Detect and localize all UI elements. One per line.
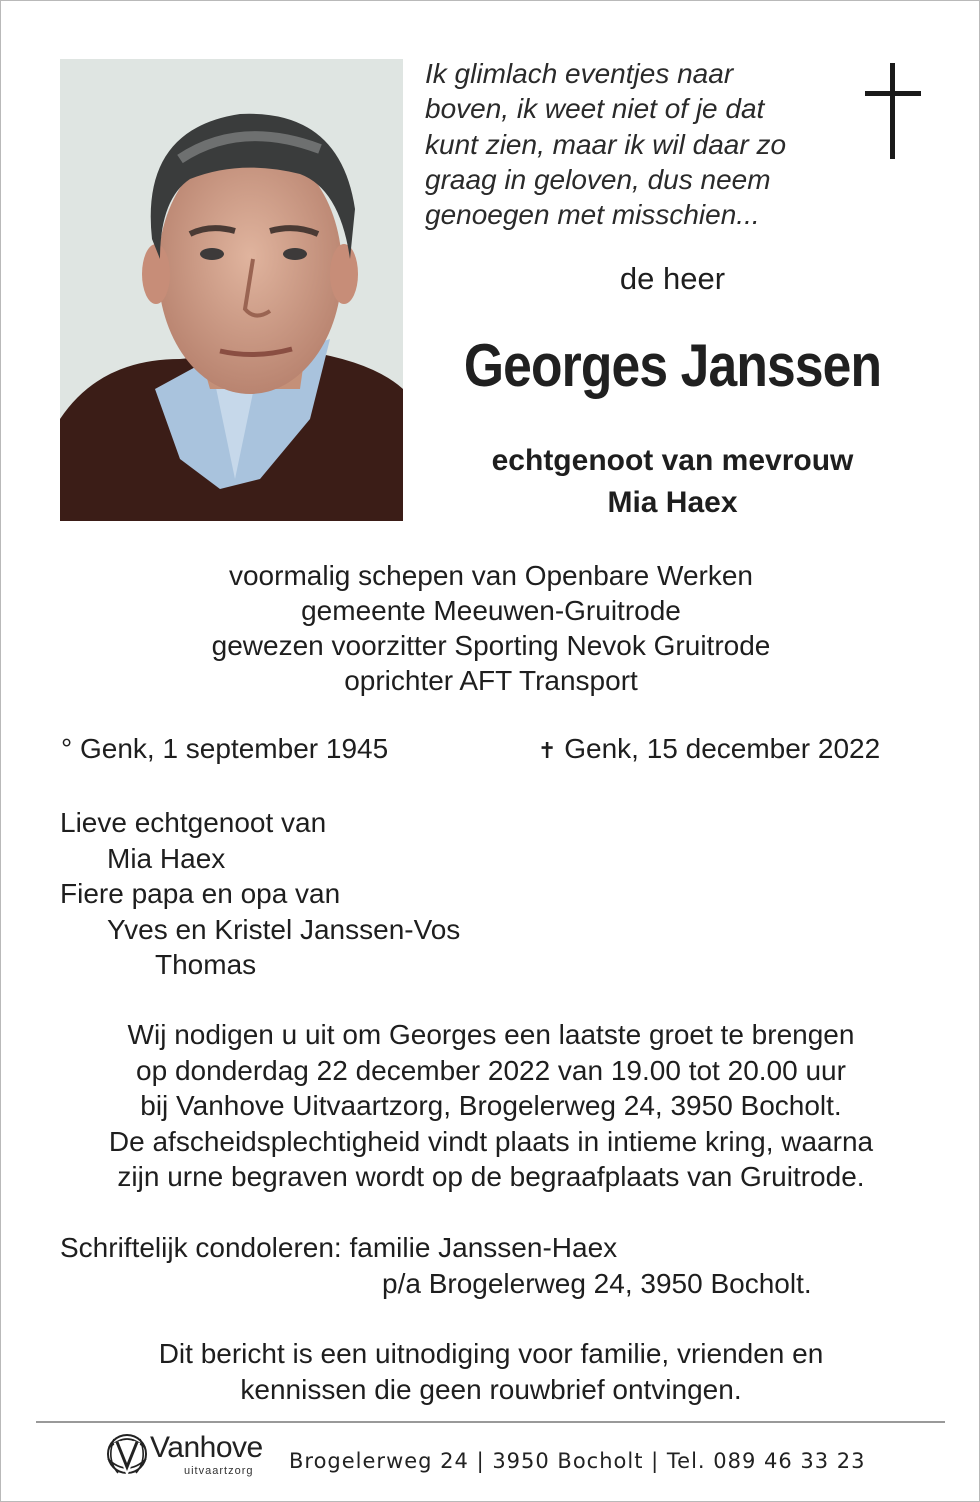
notice-line: kennissen die geen rouwbrief ontvingen.: [240, 1373, 742, 1405]
birth-date: ° Genk, 1 september 1945: [61, 733, 389, 764]
spouse-block: [425, 440, 920, 524]
poem-line: boven, ik weet niet of je dat: [425, 93, 765, 125]
logo-name: Vanhove: [150, 1431, 263, 1464]
logo-subtitle: uitvaartzorg: [184, 1465, 254, 1477]
notice-line: Dit bericht is een uitnodiging voor familie, vrienden en: [158, 1338, 824, 1369]
condolence-address: [60, 1230, 812, 1301]
cross-icon: [865, 63, 921, 159]
death-cross-icon: ✝: [538, 738, 557, 763]
roles-list: [1, 558, 980, 698]
poem-line: graag in geloven, dus neem: [425, 163, 771, 195]
family-list: [60, 805, 460, 983]
invitation-line: De afscheidsplechtigheid vindt plaats in intieme kring, waarna: [108, 1125, 874, 1157]
deceased-name: Georges Janssen: [463, 332, 882, 399]
family-line: Lieve echtgenoot van: [60, 807, 327, 838]
poem-line: Ik glimlach eventjes naar: [425, 58, 734, 89]
condolence-line: Schriftelijk condoleren: familie Janssen-Haex: [60, 1232, 618, 1263]
poem-line: kunt zien, maar ik wil daar zo: [425, 128, 787, 160]
family-line: Mia Haex: [107, 842, 226, 874]
spouse-name: Mia Haex: [607, 486, 738, 519]
poem-line: genoegen met misschien...: [425, 199, 760, 231]
invitation-line: op donderdag 22 december 2022 van 19.00 tot 20.00 uur: [136, 1054, 846, 1086]
invitation-text: [1, 1017, 980, 1195]
footer-address: Brogelerweg 24 | 3950 Bocholt | Tel. 089 46 33 23: [289, 1449, 866, 1473]
role-line: gemeente Meeuwen-Gruitrode: [301, 595, 681, 626]
vanhove-logo-icon: [104, 1429, 150, 1479]
spouse-line: echtgenoot van mevrouw: [491, 444, 854, 477]
role-line: gewezen voorzitter Sporting Nevok Gruitrode: [211, 630, 771, 661]
vanhove-logo: [104, 1429, 284, 1481]
footer-divider: [36, 1421, 945, 1423]
poem: [425, 56, 845, 232]
death-date: Genk, 15 december 2022: [564, 733, 881, 764]
role-line: oprichter AFT Transport: [344, 665, 638, 696]
notice-text: [1, 1336, 980, 1407]
name-prefix: de heer: [619, 261, 726, 296]
family-line: Thomas: [155, 949, 257, 980]
family-line: Fiere papa en opa van: [60, 878, 341, 909]
portrait-photo: [60, 59, 403, 521]
invitation-line: Wij nodigen u uit om Georges een laatste groet te brengen: [127, 1019, 855, 1050]
invitation-line: bij Vanhove Uitvaartzorg, Brogelerweg 24, 3950 Bocholt.: [140, 1090, 842, 1121]
invitation-line: zijn urne begraven wordt op de begraafplaats van Gruitrode.: [117, 1161, 865, 1192]
family-line: Yves en Kristel Janssen-Vos: [107, 913, 461, 945]
role-line: voormalig schepen van Openbare Werken: [228, 560, 753, 591]
condolence-line: p/a Brogelerweg 24, 3950 Bocholt.: [382, 1267, 812, 1299]
death-date-block: [538, 733, 880, 765]
